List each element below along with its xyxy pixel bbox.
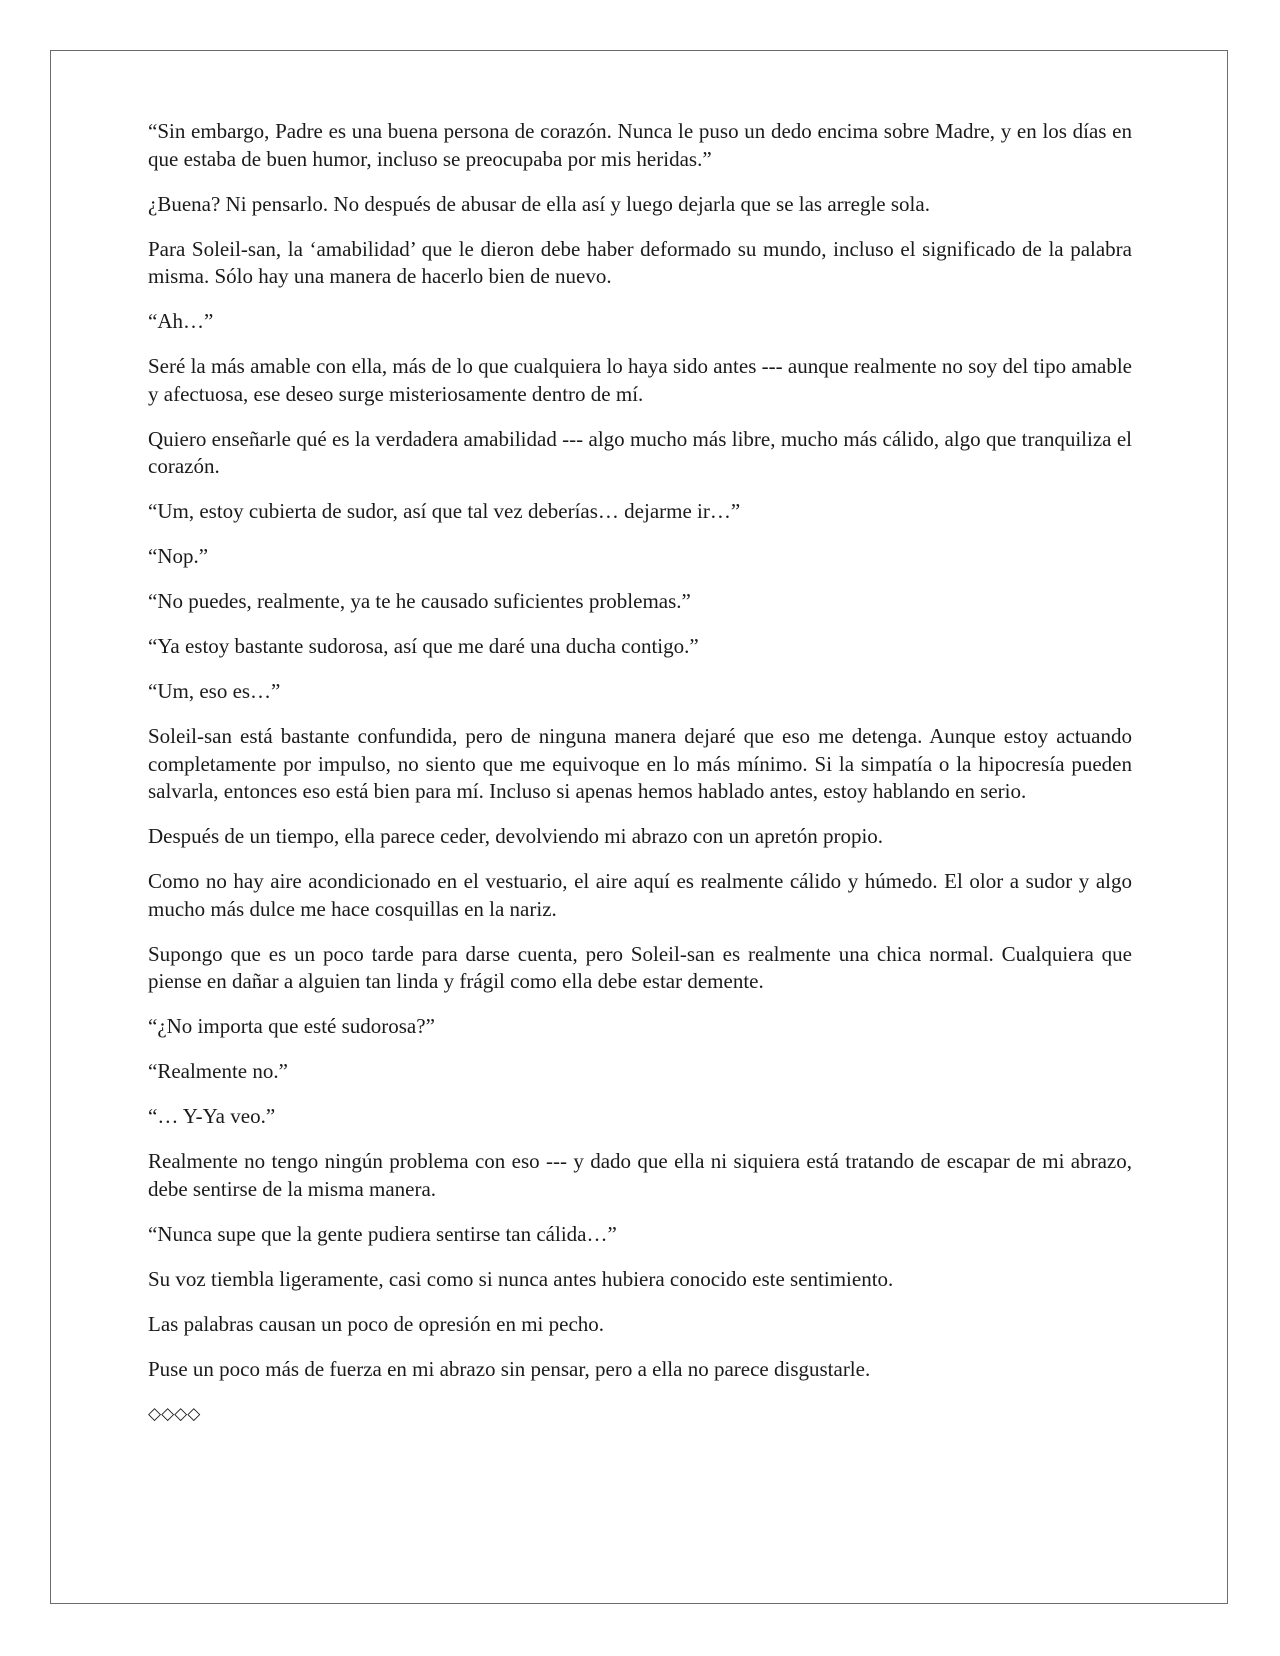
paragraph: Su voz tiembla ligeramente, casi como si nunca antes hubiera conocido este sentimiento. [148,1266,894,1291]
paragraph: “Realmente no.” [148,1059,288,1083]
paragraph: “No puedes, realmente, ya te he causado suficientes problemas.” [148,589,691,613]
paragraph: Soleil-san está bastante confundida, pero de ninguna manera dejaré que eso me detenga. Aunque estoy actuando completamente por impulso, no siento que me equivoque en lo más mínimo. Si la simpatía o la hipocresía pueden salvarla, entonces eso está bien para mí. Incluso si apenas hemos hablado antes, estoy hablando en serio. [148,724,1132,803]
paragraph: Realmente no tengo ningún problema con eso --- y dado que ella ni siquiera está tratando de escapar de mi abrazo, debe sentirse de la misma manera. [148,1149,1132,1201]
paragraph: “¿No importa que esté sudorosa?” [148,1014,435,1038]
paragraph: Como no hay aire acondicionado en el vestuario, el aire aquí es realmente cálido y húmedo. El olor a sudor y algo mucho más dulce me hace cosquillas en la nariz. [148,869,1132,921]
paragraph: “Nunca supe que la gente pudiera sentirse tan cálida…” [148,1221,617,1246]
paragraph: Para Soleil-san, la ‘amabilidad’ que le dieron debe haber deformado su mundo, incluso el significado de la palabra misma. Sólo hay una manera de hacerlo bien de nuevo. [148,236,1132,288]
paragraph: Supongo que es un poco tarde para darse cuenta, pero Soleil-san es realmente una chica normal. Cualquiera que piense en dañar a alguien tan linda y frágil como ella debe estar demente. [148,941,1132,993]
paragraph: “Ah…” [148,309,214,333]
paragraph: Puse un poco más de fuerza en mi abrazo sin pensar, pero a ella no parece disgustarle. [148,1356,871,1381]
document-body [148,118,1132,1428]
paragraph: Las palabras causan un poco de opresión en mi pecho. [148,1311,605,1336]
paragraph: ¿Buena? Ni pensarlo. No después de abusar de ella así y luego dejarla que se las arregle sola. [148,191,930,216]
paragraph: “Nop.” [148,544,209,568]
paragraph: “Um, eso es…” [148,679,281,703]
paragraph: Seré la más amable con ella, más de lo que cualquiera lo haya sido antes --- aunque realmente no soy del tipo amable y afectuosa, ese deseo surge misteriosamente dentro de mí. [148,354,1132,406]
paragraph: Quiero enseñarle qué es la verdadera amabilidad --- algo mucho más libre, mucho más cálido, algo que tranquiliza el corazón. [148,426,1132,478]
paragraph: “Sin embargo, Padre es una buena persona de corazón. Nunca le puso un dedo encima sobre Madre, y en los días en que estaba de buen humor, incluso se preocupaba por mis heridas.” [148,119,1132,171]
paragraph: Después de un tiempo, ella parece ceder, devolviendo mi abrazo con un apretón propio. [148,824,884,848]
paragraph: “Ya estoy bastante sudorosa, así que me daré una ducha contigo.” [148,634,699,658]
paragraph: “Um, estoy cubierta de sudor, así que tal vez deberías… dejarme ir…” [148,499,741,523]
scene-break-separator: ◇◇◇◇ [148,1403,201,1424]
paragraph: “… Y-Ya veo.” [148,1104,276,1128]
